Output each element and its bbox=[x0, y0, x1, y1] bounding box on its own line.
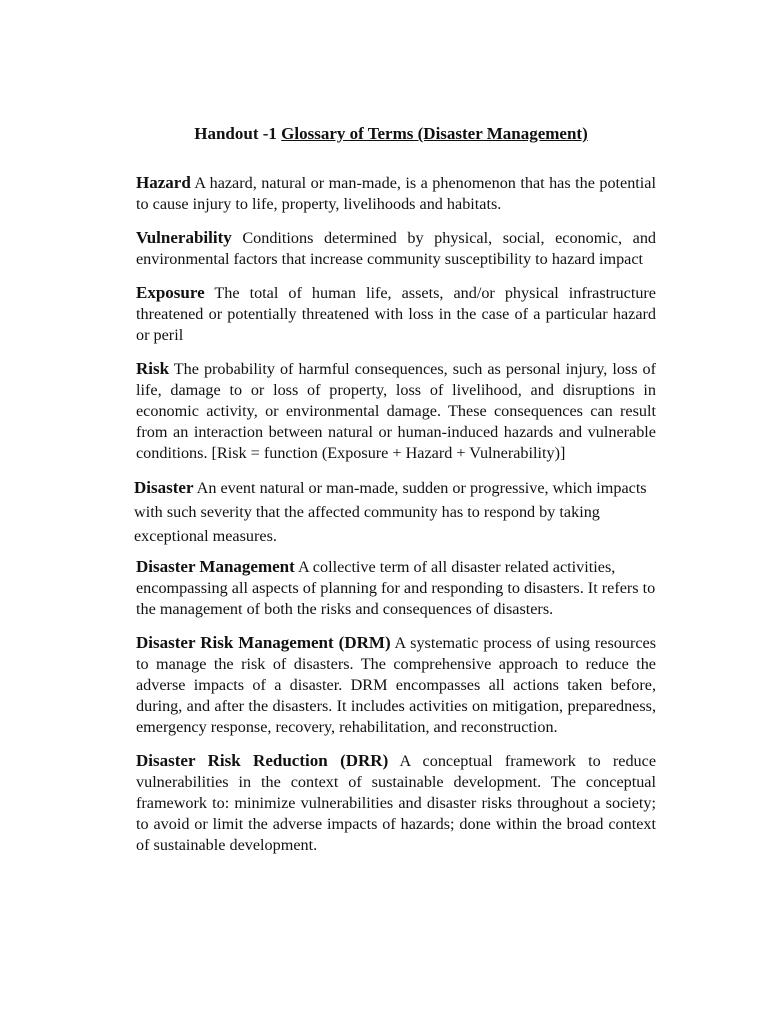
page-title bbox=[136, 122, 656, 146]
glossary-entry-disaster bbox=[134, 476, 656, 548]
definition-drr: A conceptual framework to reduce vulnerabilities in the context of sustainable development. The conceptual framework to: minimize vulnerabilities and disaster risks throughout a society; to avoid or limit the adverse impacts of hazards; done within the broad context of sustainable development. bbox=[136, 752, 656, 854]
glossary-entry-exposure bbox=[136, 282, 656, 346]
glossary-entry-vulnerability bbox=[136, 227, 656, 270]
glossary-entry-drm bbox=[136, 632, 656, 738]
glossary-entry-disaster-management bbox=[136, 556, 656, 620]
definition-vulnerability: Conditions determined by physical, social, economic, and environmental factors that increase community susceptibility to hazard impact bbox=[136, 229, 657, 268]
term-hazard: Hazard bbox=[136, 173, 191, 192]
term-drm: Disaster Risk Management (DRM) bbox=[136, 633, 391, 652]
definition-drm: A systematic process of using resources to manage the risk of disasters. The comprehensive approach to reduce the adverse impacts of a disaster. DRM encompasses all actions taken before, during, and after the disasters. It includes activities on mitigation, preparedness, emergency response, recovery, rehabilitation, and reconstruction. bbox=[136, 634, 657, 736]
definition-risk: The probability of harmful consequences, such as personal injury, loss of life, damage to or loss of property, loss of livelihood, and disruptions in economic activity, or environmental damage. These consequences can result from an interaction between natural or human-induced hazards and vulnerable conditions. [Risk = function (Exposure + Hazard + Vulnerability)] bbox=[136, 360, 656, 462]
definition-hazard: A hazard, natural or man-made, is a phenomenon that has the potential to cause injury to life, property, livelihoods and habitats. bbox=[136, 174, 656, 213]
glossary-entry-hazard bbox=[136, 172, 656, 215]
glossary-entry-risk bbox=[136, 358, 656, 464]
term-risk: Risk bbox=[136, 359, 170, 378]
definition-disaster-management: A collective term of all disaster related activities, encompassing all aspects of planning for and responding to disasters. It refers to the management of both the risks and consequences of disasters. bbox=[136, 558, 656, 618]
title-prefix: Handout -1 bbox=[194, 124, 277, 143]
definition-exposure: The total of human life, assets, and/or physical infrastructure threatened or potentially threatened with loss in the case of a particular hazard or peril bbox=[136, 284, 656, 344]
term-disaster: Disaster bbox=[134, 478, 194, 497]
definition-disaster: An event natural or man-made, sudden or progressive, which impacts with such severity that the affected community has to respond by taking exceptional measures. bbox=[134, 479, 647, 545]
title-text: Glossary of Terms (Disaster Management) bbox=[281, 124, 588, 143]
term-drr: Disaster Risk Reduction (DRR) bbox=[136, 751, 389, 770]
glossary-entry-drr bbox=[136, 750, 656, 856]
term-exposure: Exposure bbox=[136, 283, 205, 302]
term-disaster-management: Disaster Management bbox=[136, 557, 295, 576]
term-vulnerability: Vulnerability bbox=[136, 228, 232, 247]
